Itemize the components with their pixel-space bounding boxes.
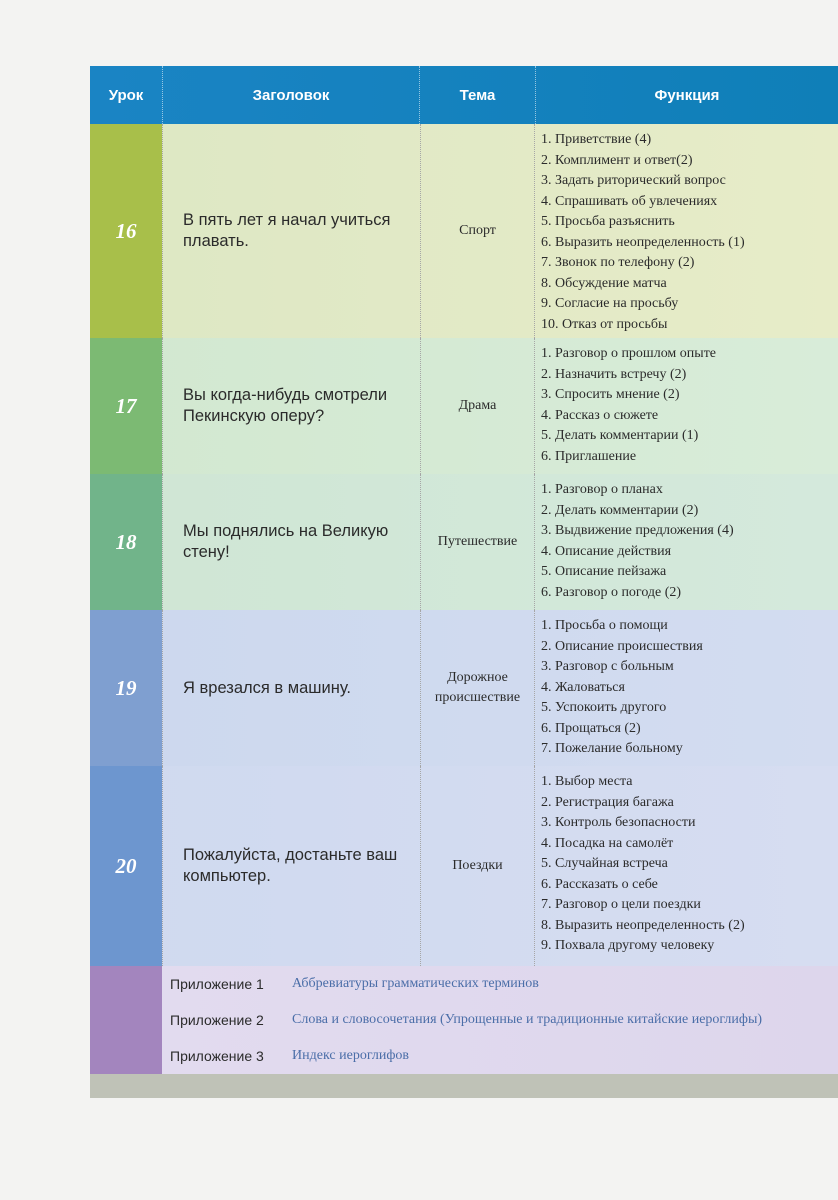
appendix-color-block xyxy=(90,966,162,1074)
function-item: 2. Описание происшествия xyxy=(541,638,703,654)
header-function: Функция xyxy=(654,86,720,104)
function-item: 1. Разговор о планах xyxy=(541,482,663,497)
function-item: 6. Рассказать о себе xyxy=(541,876,658,892)
divider xyxy=(162,474,163,610)
appendix-label: Приложение 1 xyxy=(170,976,264,992)
function-item: 5. Случайная встреча xyxy=(541,856,668,871)
function-item: 1. Приветствие (4) xyxy=(541,132,652,147)
function-item: 6. Приглашение xyxy=(541,448,637,464)
lesson-number: 18 xyxy=(90,474,162,610)
appendix-row[interactable] xyxy=(162,1002,838,1039)
divider xyxy=(162,124,163,338)
lesson-topic: Поездки xyxy=(420,766,535,966)
function-item: 4. Рассказ о сюжете xyxy=(541,407,659,423)
function-item: 7. Разговор о цели поездки xyxy=(541,897,701,912)
lesson-topic: Путешествие xyxy=(420,474,535,610)
appendix-row[interactable] xyxy=(162,966,838,1003)
lesson-number: 19 xyxy=(90,610,162,766)
function-item: 5. Делать комментарии (1) xyxy=(541,428,699,443)
lesson-title: Мы поднялись на Великую стену! xyxy=(183,522,389,561)
lesson-topic: Спорт xyxy=(420,124,535,338)
appendix-label: Приложение 2 xyxy=(170,1012,264,1028)
appendix-label: Приложение 3 xyxy=(170,1048,264,1064)
function-item: 6. Разговор о погоде (2) xyxy=(541,584,682,600)
lesson-title: Вы когда-нибудь смотрели Пекинскую оперу? xyxy=(183,386,388,425)
function-list xyxy=(541,480,838,603)
function-item: 1. Просьба о помощи xyxy=(541,618,668,633)
divider xyxy=(162,338,163,474)
function-item: 4. Спрашивать об увлечениях xyxy=(541,193,718,209)
lesson-number: 17 xyxy=(90,338,162,474)
function-item: 3. Спросить мнение (2) xyxy=(541,387,680,402)
divider xyxy=(162,610,163,766)
lesson-title: Я врезался в машину. xyxy=(183,678,352,697)
contents-table xyxy=(90,66,838,1098)
function-item: 2. Назначить встречу (2) xyxy=(541,366,687,382)
lesson-topic: Драма xyxy=(420,338,535,474)
lesson-title: В пять лет я начал учиться плавать. xyxy=(183,211,391,250)
lesson-topic: Дорожное происшествие xyxy=(420,610,535,766)
appendix-text: Слова и словосочетания (Упрощенные и традиционные китайские иероглифы) xyxy=(292,1012,763,1027)
function-item: 9. Похвала другому человеку xyxy=(541,938,715,953)
lesson-row xyxy=(90,338,838,475)
function-item: 2. Делать комментарии (2) xyxy=(541,502,699,518)
appendix-section xyxy=(90,966,838,1074)
appendix-text: Аббревиатуры грамматических терминов xyxy=(292,976,539,991)
lesson-row xyxy=(90,124,838,339)
lesson-title: Пожалуйста, достаньте ваш компьютер. xyxy=(183,846,398,885)
lesson-number: 20 xyxy=(90,766,162,966)
function-item: 10. Отказ от просьбы xyxy=(541,316,668,332)
divider xyxy=(162,766,163,966)
function-item: 4. Посадка на самолёт xyxy=(541,835,674,851)
lesson-row xyxy=(90,610,838,767)
function-item: 3. Задать риторический вопрос xyxy=(541,173,726,188)
function-item: 3. Разговор с больным xyxy=(541,659,674,674)
appendix-row[interactable] xyxy=(162,1038,838,1074)
function-list xyxy=(541,616,838,760)
lesson-row xyxy=(90,766,838,967)
function-item: 1. Разговор о прошлом опыте xyxy=(541,346,717,361)
appendix-text: Индекс иероглифов xyxy=(292,1048,410,1063)
function-item: 6. Прощаться (2) xyxy=(541,720,641,736)
header-title: Заголовок xyxy=(163,66,420,124)
function-item: 3. Выдвижение предложения (4) xyxy=(541,523,734,538)
function-item: 7. Звонок по телефону (2) xyxy=(541,255,695,270)
function-list xyxy=(541,344,838,467)
function-list xyxy=(541,130,838,335)
function-item: 8. Выразить неопределенность (2) xyxy=(541,917,745,933)
lesson-number: 16 xyxy=(90,124,162,338)
function-item: 3. Контроль безопасности xyxy=(541,815,696,830)
function-item: 5. Описание пейзажа xyxy=(541,564,667,579)
function-item: 7. Пожелание больному xyxy=(541,741,683,756)
lesson-row xyxy=(90,474,838,611)
function-item: 2. Регистрация багажа xyxy=(541,794,674,810)
function-item: 1. Выбор места xyxy=(541,774,633,789)
function-item: 2. Комплимент и ответ(2) xyxy=(541,152,693,168)
header-topic: Тема xyxy=(420,66,536,124)
function-item: 5. Просьба разъяснить xyxy=(541,214,675,229)
function-item: 8. Обсуждение матча xyxy=(541,275,667,291)
function-item: 4. Описание действия xyxy=(541,543,672,559)
function-list xyxy=(541,772,838,957)
function-item: 9. Согласие на просьбу xyxy=(541,296,679,311)
function-item: 5. Успокоить другого xyxy=(541,700,667,715)
table-header xyxy=(90,66,838,124)
header-lesson: Урок xyxy=(90,66,163,124)
function-item: 6. Выразить неопределенность (1) xyxy=(541,234,745,250)
function-item: 4. Жаловаться xyxy=(541,679,625,695)
footer-strip xyxy=(90,1074,838,1098)
